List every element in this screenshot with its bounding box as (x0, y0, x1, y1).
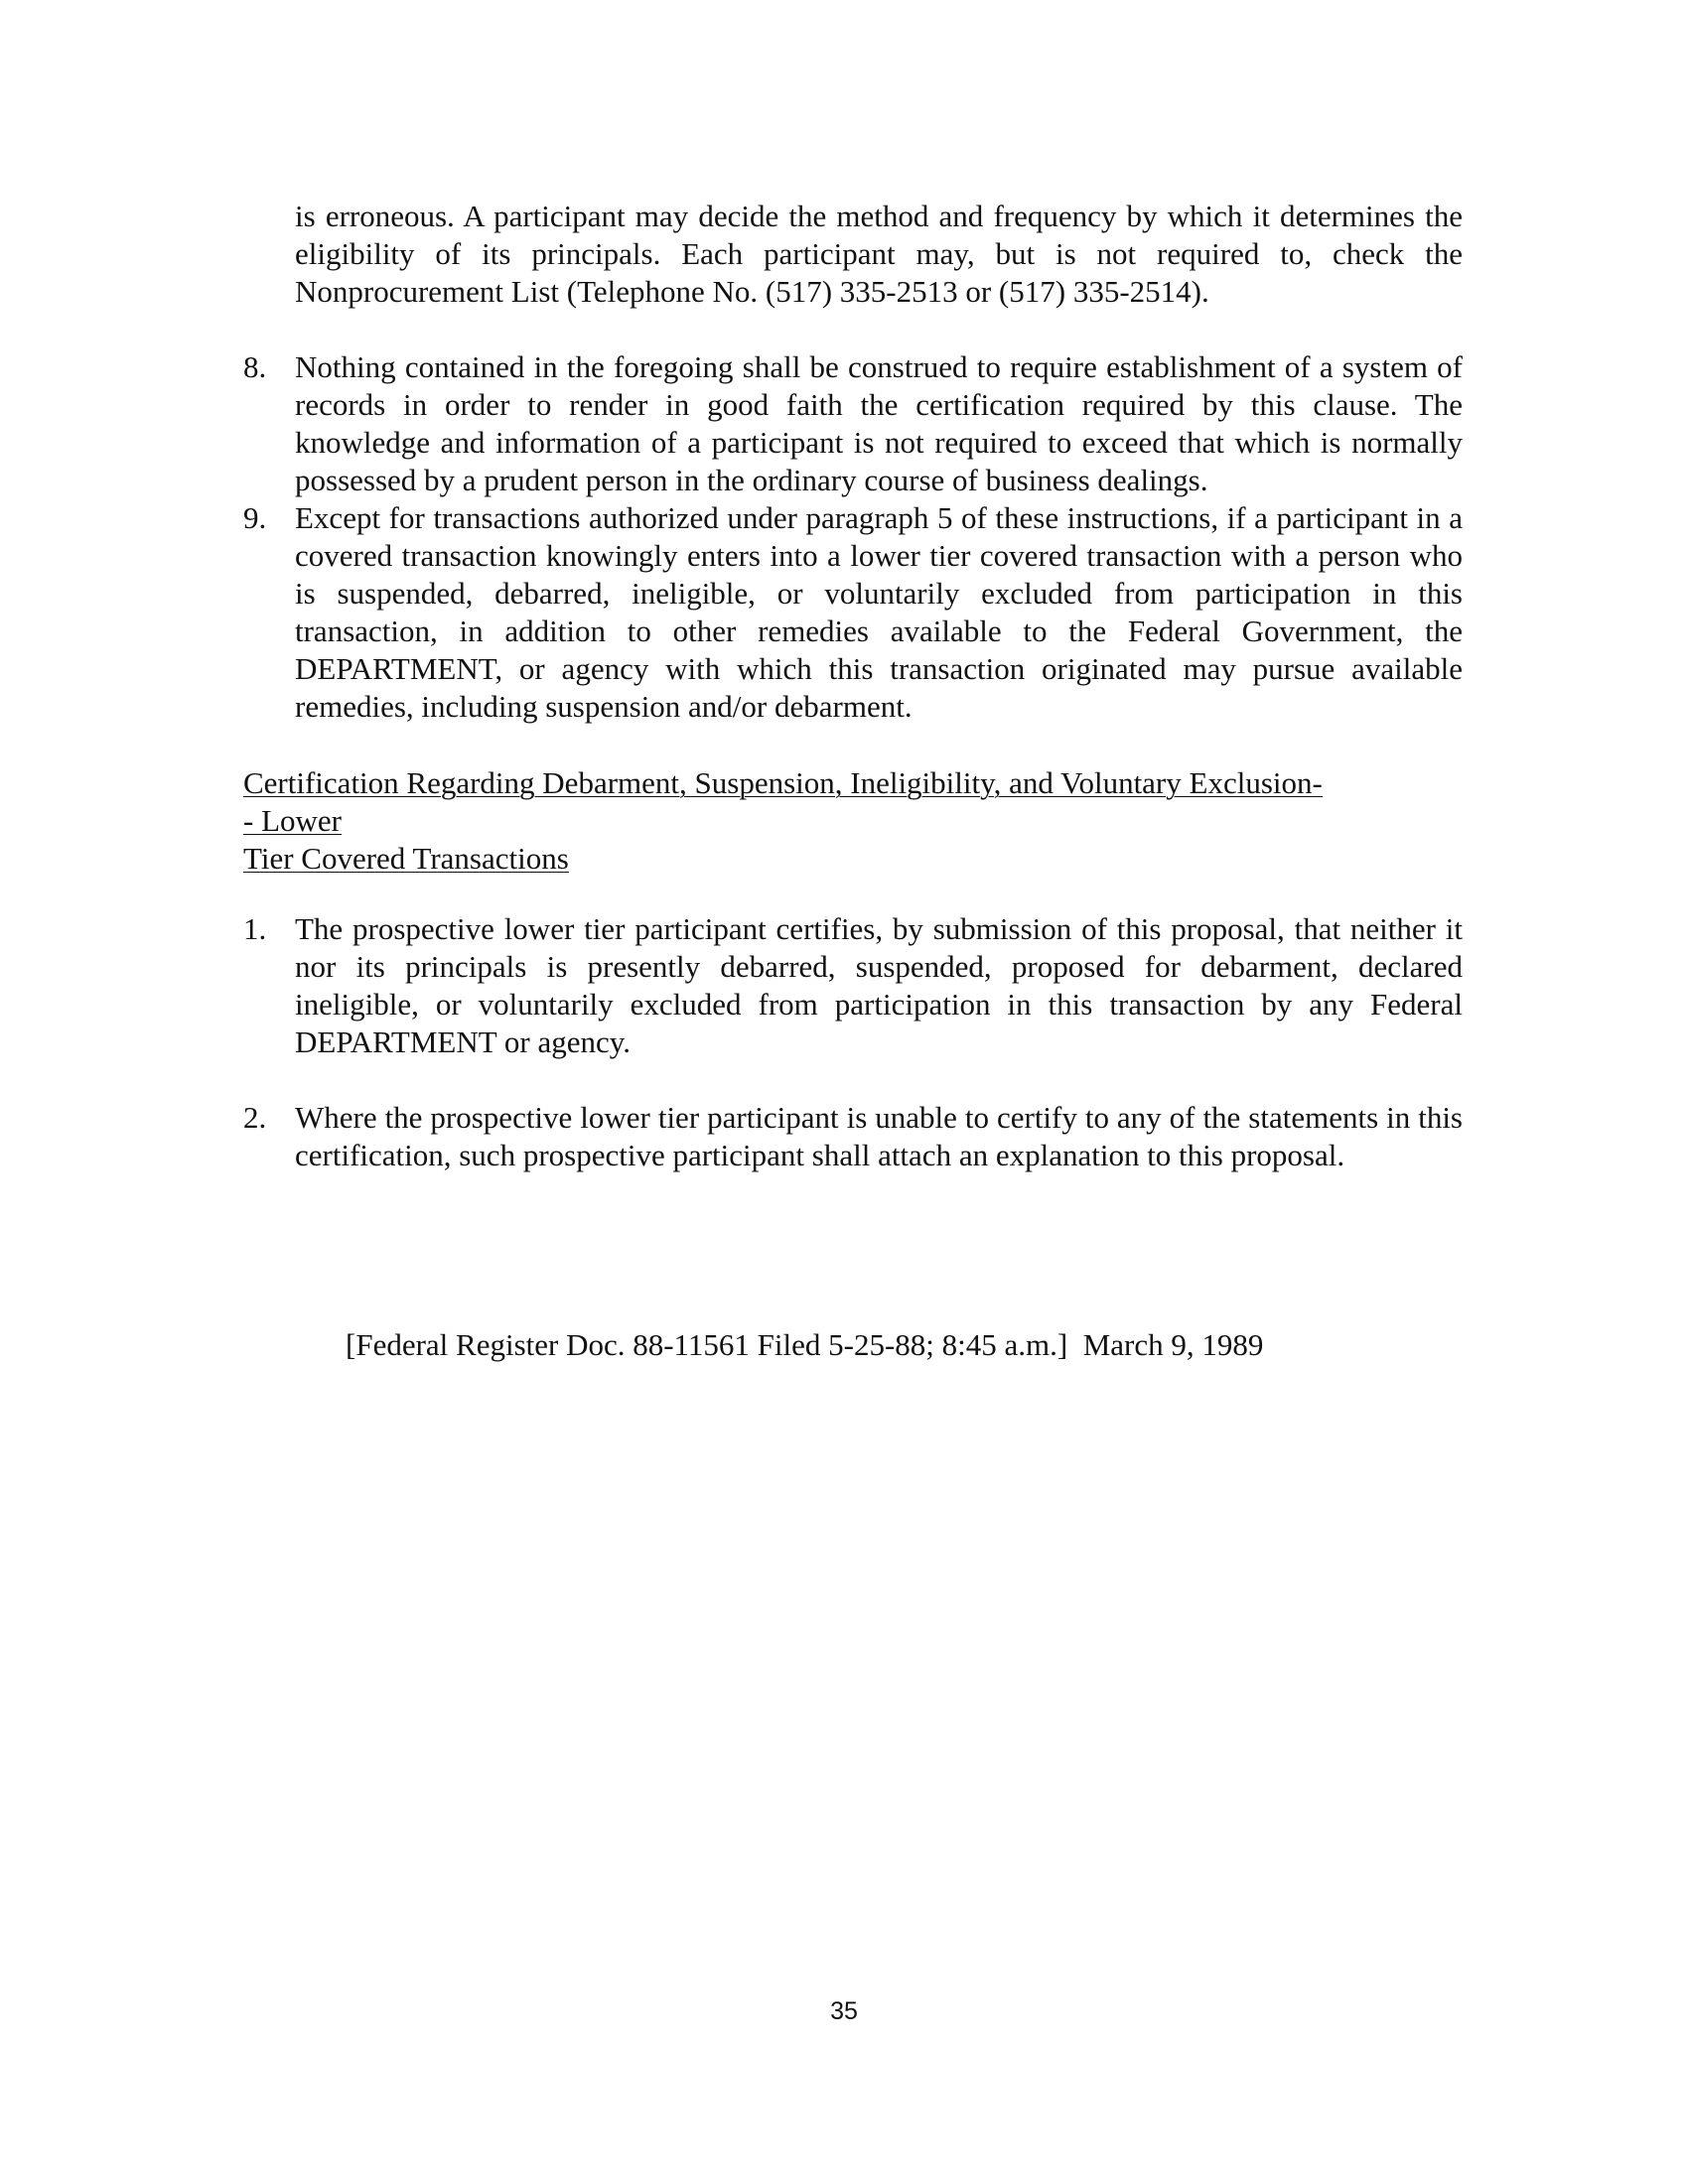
list-item (243, 910, 1463, 1061)
section-heading-line (243, 802, 1463, 840)
heading-text: Tier Covered Transactions (243, 841, 569, 876)
list-item (243, 499, 1463, 726)
list-item (243, 1099, 1463, 1174)
item-text: Where the prospective lower tier participant is unable to certify to any of the statements in this certification, such prospective participant shall attach an explanation to this proposal. (295, 1100, 1463, 1172)
list-item (243, 348, 1463, 499)
item-number: 2. (243, 1100, 267, 1135)
item-text: Except for transactions authorized under paragraph 5 of these instructions, if a participant in a covered transaction knowingly enters into a lower tier covered transaction with a person who is suspended, debarred, ineligible, or voluntarily excluded from participation in this transaction, in addition to other remedies available to the Federal Government, the DEPARTMENT, or agency with which this transaction originated may pursue available remedies, including suspension and/or debarment. (295, 500, 1463, 724)
section-heading (243, 764, 1463, 878)
section-heading-line (243, 840, 1463, 878)
item-text: The prospective lower tier participant certifies, by submission of this proposal, that neither it nor its principals is presently debarred, suspended, proposed for debarment, declared ineligible, or voluntarily excluded from participation in this transaction by any Federal DEPARTMENT or agency. (295, 911, 1463, 1059)
certification-list (243, 910, 1463, 1174)
spacer (243, 1061, 1463, 1099)
section-heading-line (243, 764, 1463, 802)
continuation-paragraph: is erroneous. A participant may decide the method and frequency by which it determines the eligibility of its principals. Each participant may, but is not required to, check the Nonprocurement List (Telephone No. (517) 335-2513 or (517) 335-2514). (295, 199, 1463, 309)
item-text: Nothing contained in the foregoing shall be construed to require establishment of a system of records in order to render in good faith the certification required by this clause. The knowledge and information of a participant is not required to exceed that which is normally possessed by a prudent person in the ordinary course of business dealings. (295, 349, 1463, 497)
federal-register-reference: [Federal Register Doc. 88-11561 Filed 5-25-88; 8:45 a.m.] March 9, 1989 (346, 1327, 1264, 1362)
page-number: 35 (830, 1997, 858, 2025)
heading-text: Certification Regarding Debarment, Suspension, Ineligibility, and Voluntary Exclusion- (243, 765, 1323, 800)
item-number: 8. (243, 349, 267, 384)
instruction-list (243, 348, 1463, 726)
item-number: 1. (243, 911, 267, 946)
heading-text: - Lower (243, 803, 342, 838)
item-number: 9. (243, 500, 267, 535)
